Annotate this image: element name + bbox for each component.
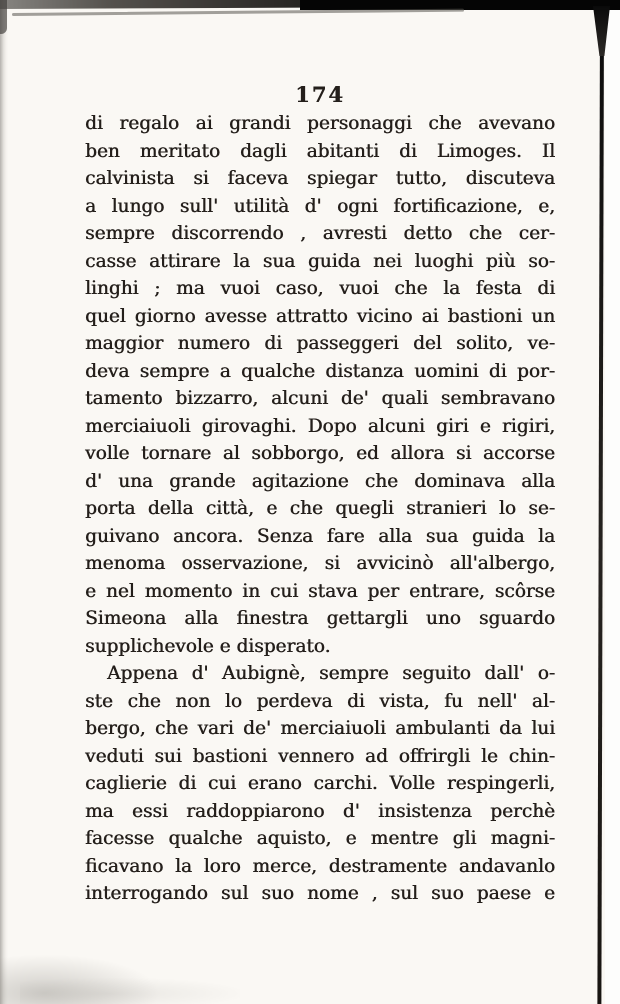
text-line: ficavano la loro merce, destramente andavanlo	[85, 855, 555, 877]
text-line: porta della città, e che quegli stranieri lo se-	[85, 498, 555, 519]
text-line: calvinista si faceva spiegar tutto, discuteva	[85, 168, 555, 189]
scan-crease-line	[12, 9, 464, 16]
text-line: veduti sui bastioni vennero ad offrirgli le chin-	[85, 745, 555, 767]
text-line: a lungo sull' utilità d' ogni fortificazione, e,	[85, 195, 555, 217]
text-block	[85, 110, 555, 908]
scan-margin-right	[605, 10, 620, 1004]
text-line: caglierie di cui erano carchi. Volle respingerli,	[85, 773, 555, 794]
text-line-paragraph-start: Appena d' Aubignè, sempre seguito dall' o-	[107, 663, 555, 684]
text-line: maggior numero di passeggeri del solito, ve-	[85, 333, 555, 354]
text-line: Simeona alla finestra gettargli uno sguardo	[85, 608, 555, 629]
text-line: facesse qualche aquisto, e mentre gli magni-	[85, 828, 555, 849]
text-line: merciaiuoli girovaghi. Dopo alcuni giri e rigiri,	[85, 415, 555, 437]
text-line: guivano ancora. Senza fare alla sua guida la	[85, 525, 555, 547]
text-line: sempre discorrendo , avresti detto che cer-	[85, 223, 555, 244]
text-line: volle tornare al sobborgo, ed allora si accorse	[85, 443, 555, 464]
text-line: menoma osservazione, si avvicinò all'albergo,	[85, 553, 555, 574]
page-number: 174	[295, 82, 345, 107]
scan-smudge-bottom-left-2	[20, 978, 240, 1004]
text-line: linghi ; ma vuoi caso, vuoi che la festa di	[85, 278, 555, 299]
text-line: ste che non lo perdeva di vista, fu nell' al-	[85, 690, 555, 712]
text-line: bergo, che vari de' merciaiuoli ambulanti da lui	[85, 718, 555, 739]
text-line: casse attirare la sua guida nei luoghi più so-	[85, 250, 555, 272]
scan-edge-left-top	[0, 0, 7, 34]
scan-edge-left	[0, 0, 8, 1004]
text-line: interrogando sul suo nome , sul suo paese e	[85, 883, 555, 904]
text-line: quel giorno avesse attratto vicino ai bastioni un	[85, 305, 555, 327]
scan-edge-right	[597, 6, 603, 1004]
text-line: di regalo ai grandi personaggi che avevano	[85, 113, 555, 134]
text-line: ben meritato dagli abitanti di Limoges. Il	[85, 140, 555, 162]
text-line-paragraph-end: supplichevole e disperato.	[85, 635, 331, 657]
text-line: e nel momento in cui stava per entrare, scôrse	[85, 580, 555, 602]
text-line: deva sempre a qualche distanza uomini di por-	[85, 360, 555, 382]
text-line: ma essi raddoppiarono d' insistenza perchè	[85, 800, 555, 822]
text-line: d' una grande agitazione che dominava alla	[85, 470, 555, 492]
text-line: tamento bizzarro, alcuni de' quali sembravano	[85, 388, 555, 409]
